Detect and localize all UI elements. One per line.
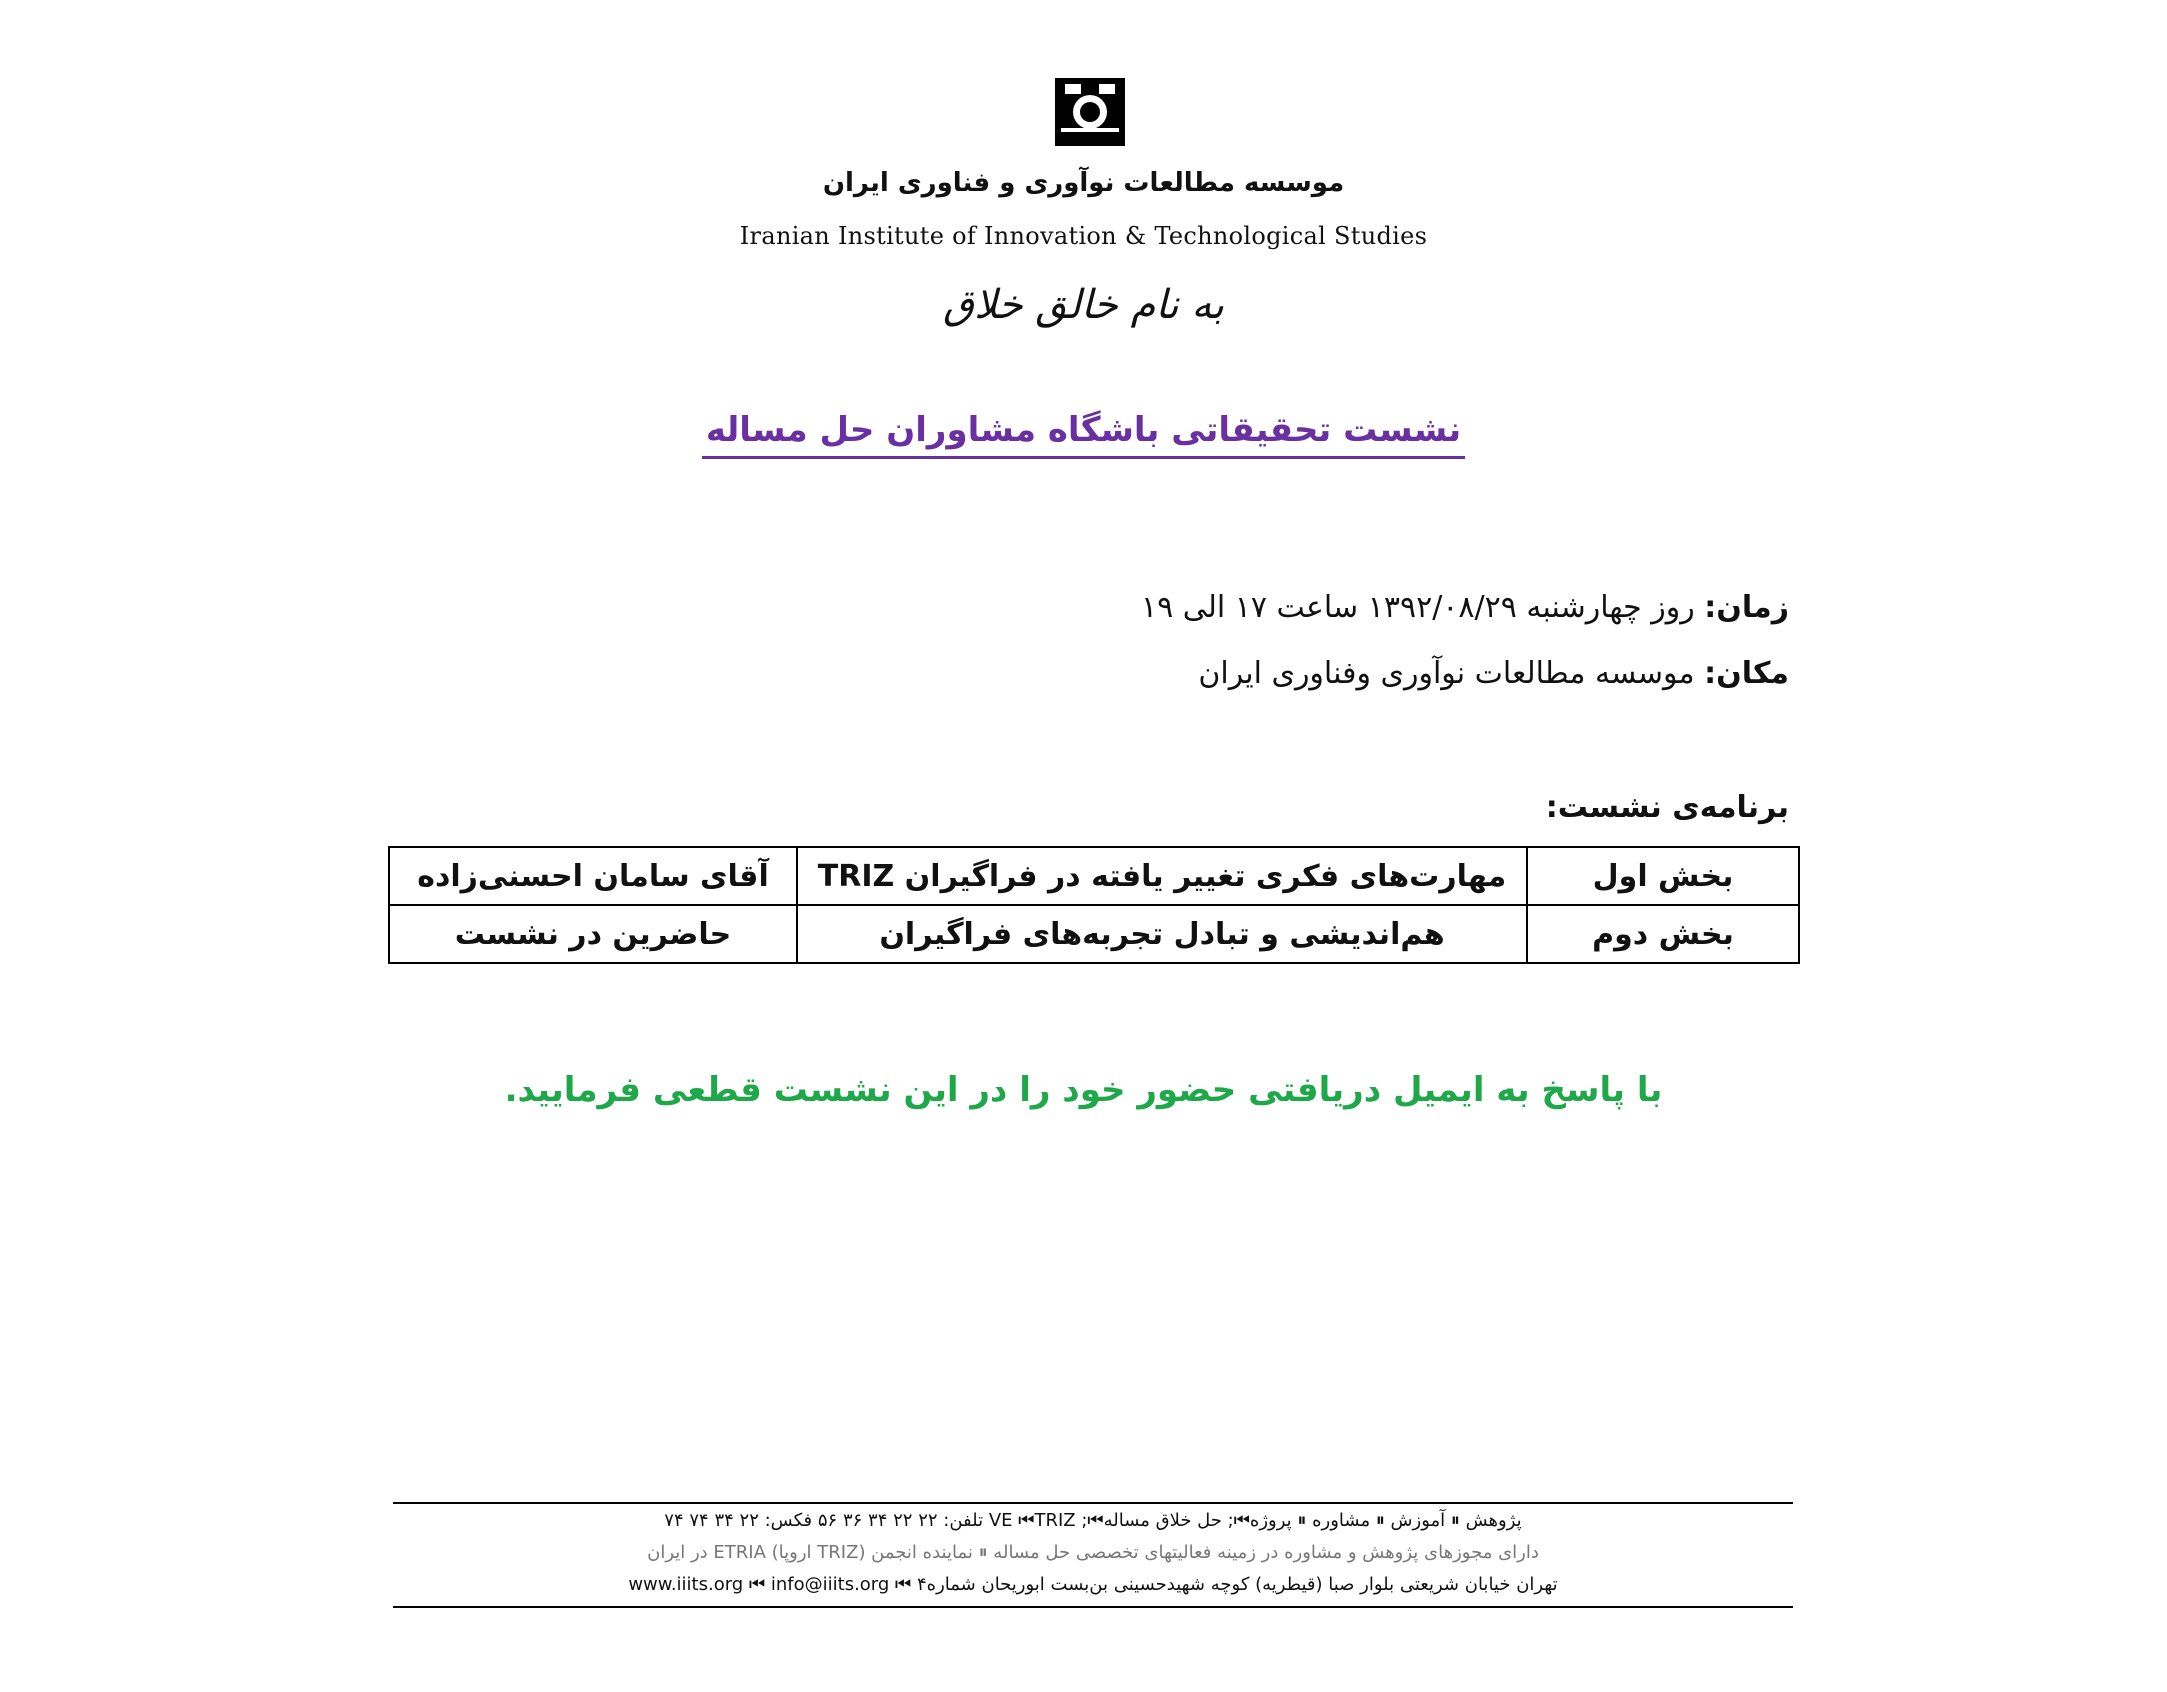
table-row — [389, 847, 1799, 905]
program-table — [388, 846, 1800, 964]
table-cell-topic: مهارت‌های فکری تغییر یافته در فراگیران TRIZ — [797, 847, 1527, 905]
org-name-fa: موسسه مطالعات نوآوری و فناوری ایران — [822, 168, 1345, 198]
page-title — [0, 410, 2167, 450]
org-name-en: Iranian Institute of Innovation & Technological Studies — [739, 222, 1428, 250]
table-row — [389, 905, 1799, 963]
place-label: مکان: — [1704, 656, 1789, 691]
footer-address: تهران خیابان شریعتی بلوار صبا (قیطریه) کوچه شهیدحسینی بن‌بست ابوریحان شماره۴ ⏮ www.iiits.org ⏮ info@iiits.org — [628, 1574, 1558, 1595]
footer-divider-bottom — [393, 1606, 1793, 1608]
call-to-action: با پاسخ به ایمیل دریافتی حضور خود را در این نشست قطعی فرمایید. — [504, 1070, 1663, 1110]
time-label: زمان: — [1704, 590, 1789, 625]
table-cell-part: بخش دوم — [1527, 905, 1799, 963]
program-label: برنامه‌ی نشست: — [1545, 790, 1789, 825]
institute-logo-icon — [1055, 78, 1125, 146]
table-cell-presenter: آقای سامان احسنی‌زاده — [389, 847, 797, 905]
time-value: روز چهارشنبه ۱۳۹۲/۰۸/۲۹ ساعت ۱۷ الی ۱۹ — [1140, 590, 1695, 625]
footer-accreditation: دارای مجوزهای پژوهش و مشاوره در زمینه فعالیتهای تخصصی حل مساله ⏸ نماینده انجمن (TRIZ اروپا) ETRIA در ایران — [647, 1542, 1539, 1563]
place-value: موسسه مطالعات نوآوری وفناوری ایران — [1198, 656, 1695, 691]
table-cell-presenter: حاضرین در نشست — [389, 905, 797, 963]
footer-services: پژوهش ⏸ آموزش ⏸ مشاوره ⏸ پروژه⏮; حل خلاق مساله⏮; VE ⏮TRIZ تلفن: ۲۲ ۲۲ ۳۴ ۳۶ ۵۶ فکس: ۲۲ ۳۴ ۷۴ ۷۴ — [664, 1510, 1522, 1531]
time-line — [1141, 590, 1789, 625]
page-title-text: نشست تحقیقاتی باشگاه مشاوران حل مساله — [702, 410, 1465, 459]
table-cell-part: بخش اول — [1527, 847, 1799, 905]
table-cell-topic: هم‌اندیشی و تبادل تجربه‌های فراگیران — [797, 905, 1527, 963]
footer-divider-top — [393, 1502, 1793, 1504]
place-line — [1198, 656, 1789, 691]
basmala: به نام خالق خلاق — [943, 282, 1224, 328]
